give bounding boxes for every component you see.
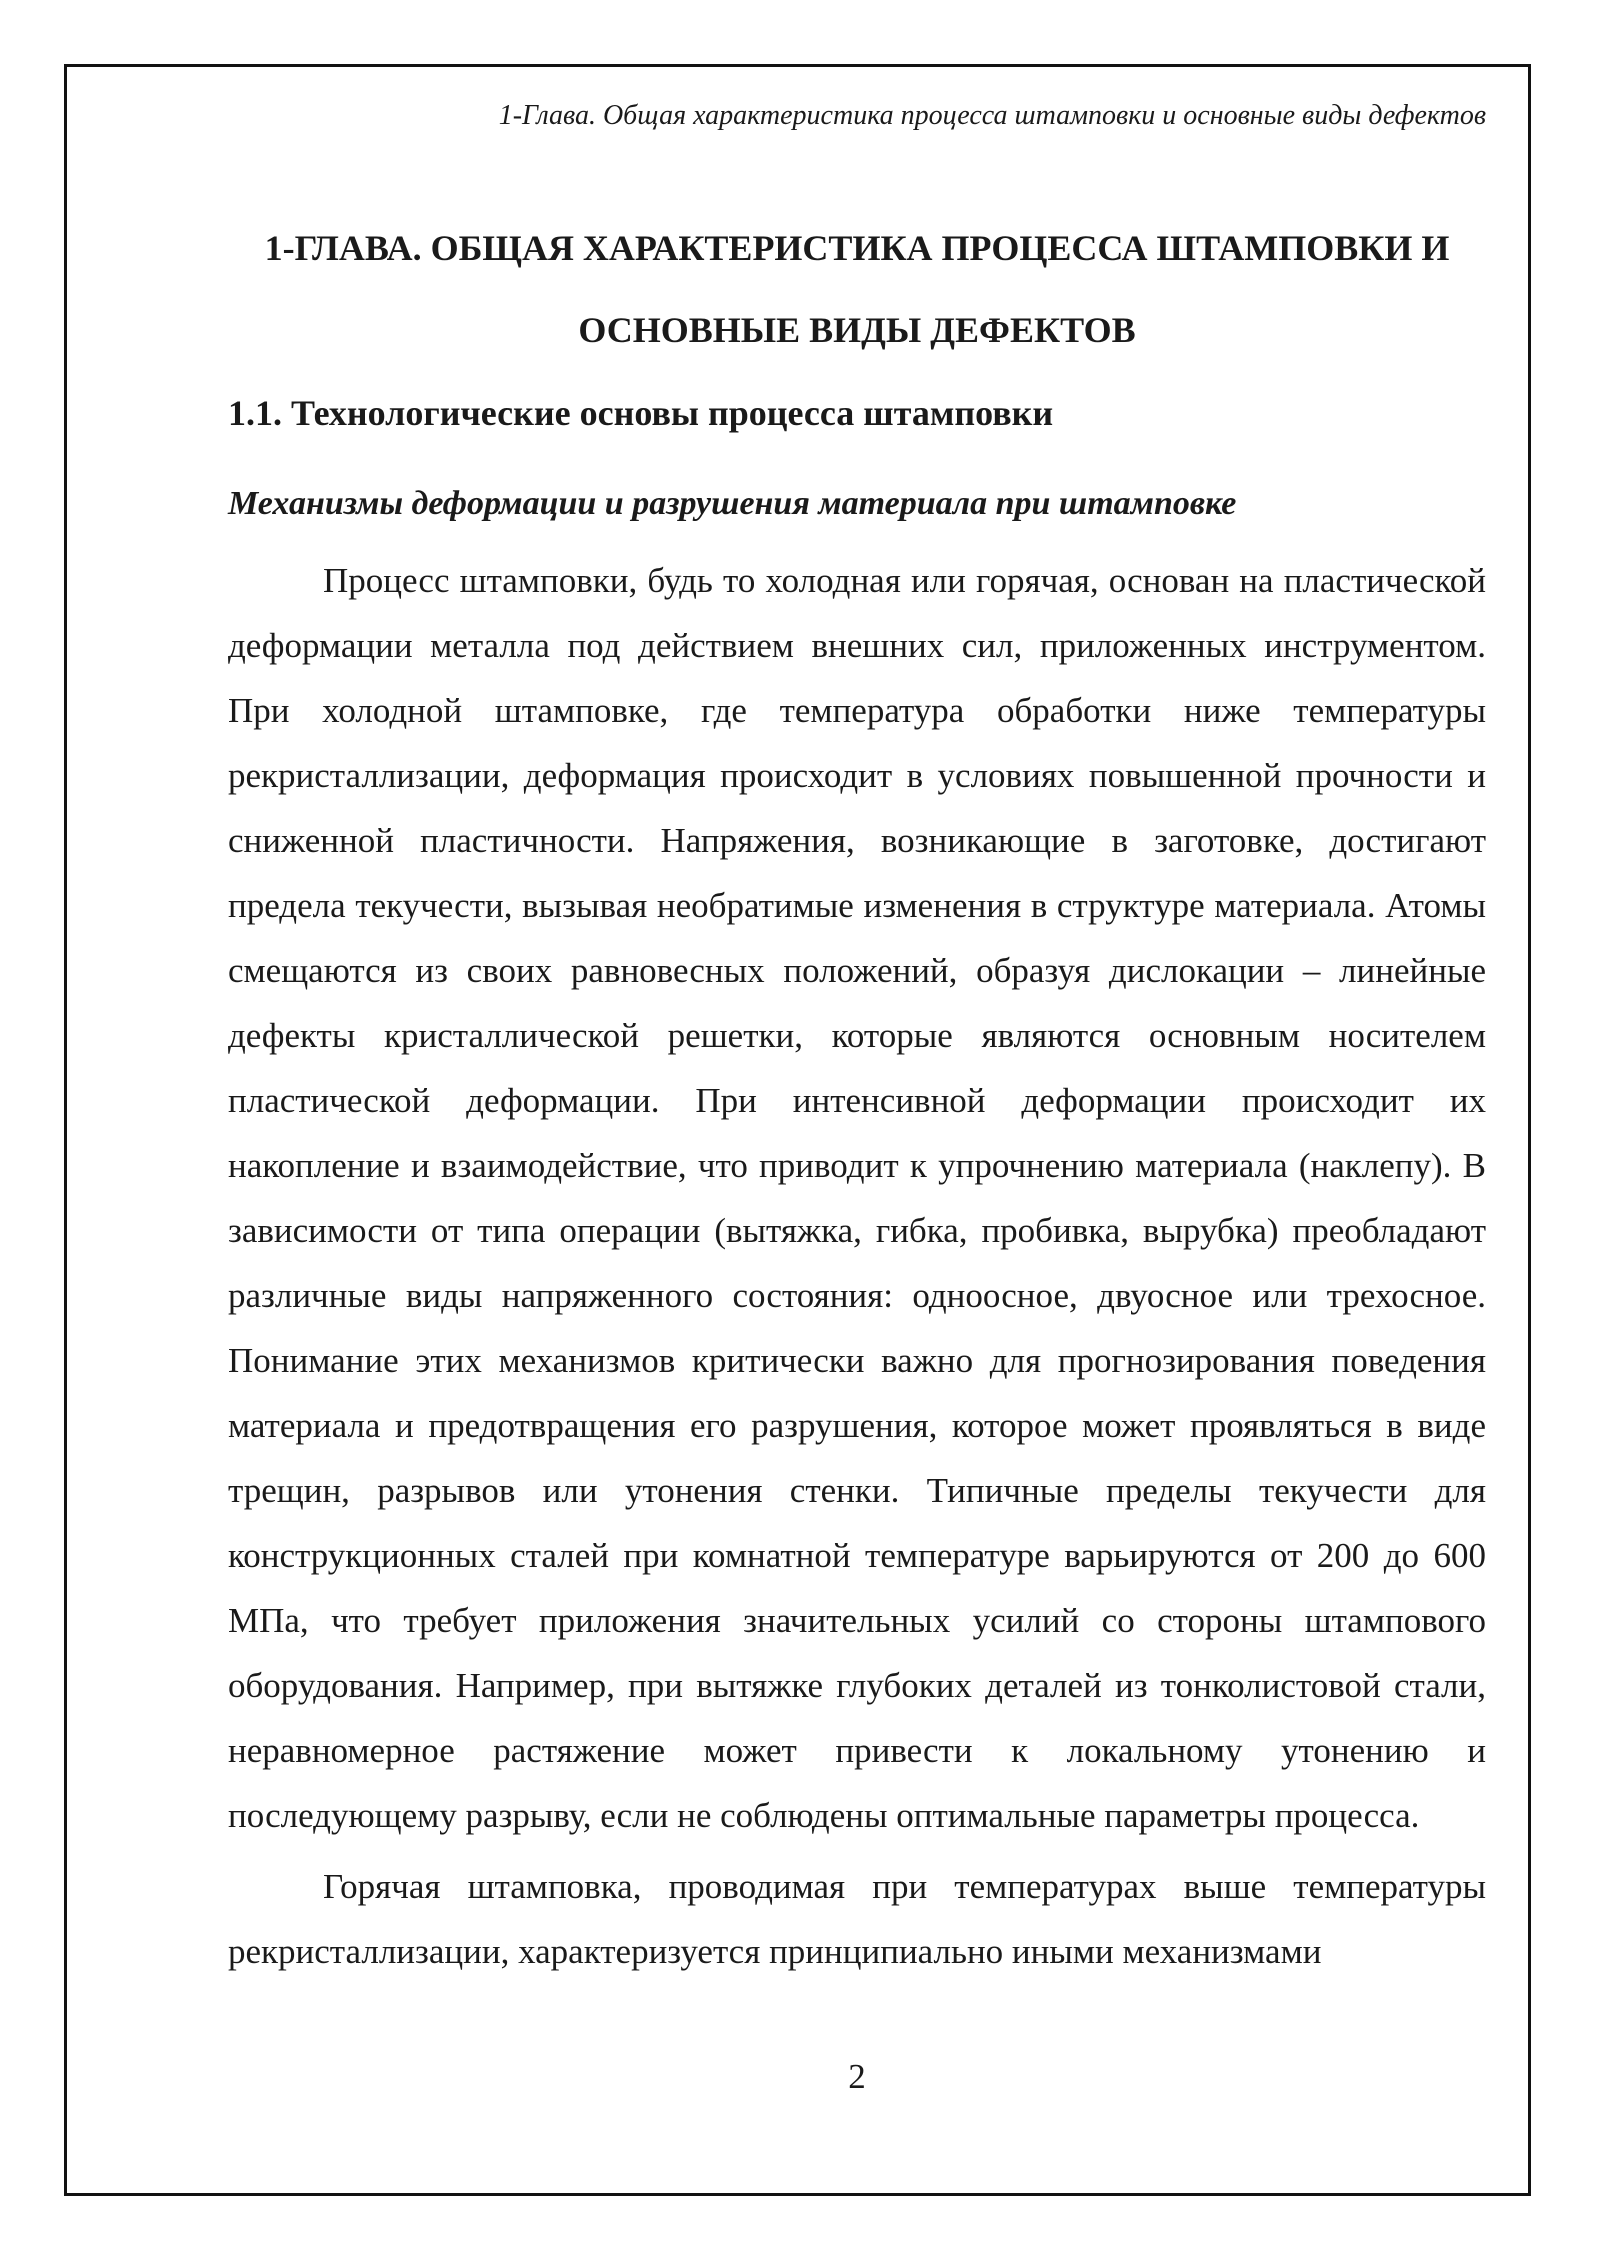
subsection-title: Механизмы деформации и разрушения материала при штамповке [228,485,1237,522]
chapter-title: 1-ГЛАВА. ОБЩАЯ ХАРАКТЕРИСТИКА ПРОЦЕССА ШТАМПОВКИ И ОСНОВНЫЕ ВИДЫ ДЕФЕКТОВ [264,228,1450,350]
running-header: 1-Глава. Общая характеристика процесса штамповки и основные виды дефектов [498,100,1486,131]
paragraph: Горячая штамповка, проводимая при температурах выше температуры рекристаллизации, характеризуется принципиально иными механизмами [228,1867,1486,1971]
paragraph: Процесс штамповки, будь то холодная или горячая, основан на пластической деформации металла под действием внешних сил, приложенных инструментом. При холодной штамповке, где температура обработки ниже температуры рекристаллизации, деформация происходит в условиях повышенной прочности и сниженной пластичности. Напряжения, возникающие в заготовке, достигают предела текучести, вызывая необратимые изменения в структуре материала. Атомы смещаются из своих равновесных положений, образуя дислокации – линейные дефекты кристаллической решетки, которые являются основным носителем пластической деформации. При интенсивной деформации происходит их накопление и взаимодействие, что приводит к упрочнению материала (наклепу). В зависимости от типа операции (вытяжка, гибка, пробивка, вырубка) преобладают различные виды напряженного состояния: одноосное, двуосное или трехосное. Понимание этих механизмов критически важно для прогнозирования поведения материала и предотвращения его разрушения, которое может проявляться в виде трещин, разрывов или утонения стенки. Типичные пределы текучести для конструкционных сталей при комнатной температуре варьируются от 200 до 600 МПа, что требует приложения значительных усилий со стороны штампового оборудования. Например, при вытяжке глубоких деталей из тонколистовой стали, неравномерное растяжение может привести к локальному утонению и последующему разрыву, если не соблюдены оптимальные параметры процесса. [228,561,1486,1835]
page-number: 2 [848,2057,866,2096]
section-title: 1.1. Технологические основы процесса штамповки [228,393,1054,433]
body-text [228,548,1486,1990]
